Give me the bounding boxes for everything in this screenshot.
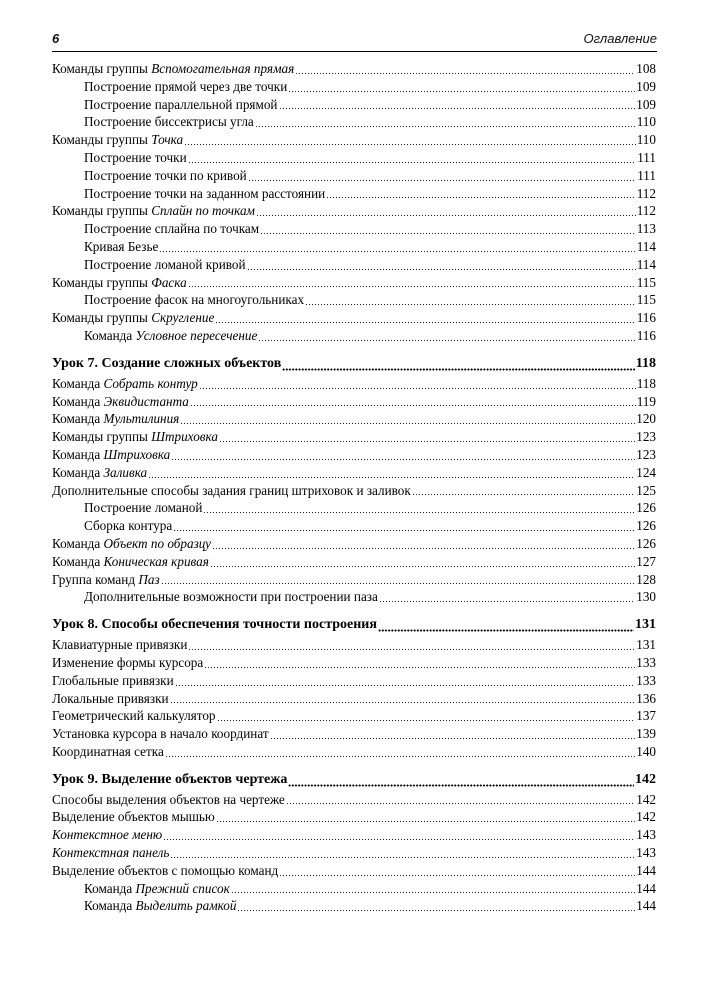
toc-entry-title-text: Построение ломаной — [84, 500, 203, 516]
toc-entry-title — [84, 880, 230, 898]
dot-leader — [188, 649, 635, 650]
toc-entry-title — [52, 428, 218, 446]
toc-subentry[interactable] — [52, 167, 656, 185]
toc-entry-title — [84, 96, 278, 114]
toc-entry-title — [52, 535, 211, 553]
dot-leader — [279, 108, 636, 109]
dot-leader — [203, 512, 635, 513]
toc-entry-title-text: Команды группы — [52, 310, 152, 326]
toc-entry-title — [52, 862, 278, 880]
dot-leader — [148, 477, 635, 478]
toc-page-number: 136 — [636, 690, 656, 706]
toc-entry-title — [52, 202, 255, 220]
toc-entry[interactable] — [52, 274, 656, 292]
toc-page-number: 130 — [636, 589, 656, 605]
toc-entry-title-text: Команда — [84, 898, 136, 914]
toc-entry-title-text: Урок 9. Выделение объектов чертежа — [52, 771, 288, 787]
toc-entry-title-italic: Объект по образцу — [103, 535, 211, 551]
dot-leader — [216, 821, 635, 822]
toc-page-number: 116 — [636, 310, 656, 326]
dot-leader — [170, 857, 635, 858]
toc-entry-title-italic: Фаска — [151, 274, 187, 290]
toc-page-number: 119 — [636, 393, 656, 409]
toc-page-number: 126 — [636, 518, 656, 534]
toc-entry-title — [52, 464, 147, 482]
toc-entry-title — [84, 78, 287, 96]
toc-entry-title — [52, 770, 287, 790]
dot-leader — [288, 91, 635, 92]
toc-page-number: 123 — [636, 446, 656, 462]
toc-entry-title — [52, 553, 209, 571]
dot-leader — [231, 892, 635, 893]
toc-page-number: 112 — [636, 203, 656, 219]
toc-entry-title-italic: Условное пересечение — [135, 327, 258, 343]
toc-entry-title-italic: Точка — [151, 132, 184, 148]
toc-page-number: 140 — [636, 743, 656, 759]
dot-leader — [165, 756, 635, 757]
toc-page-number: 118 — [635, 355, 656, 371]
dot-leader — [163, 839, 635, 840]
toc-entry-title — [84, 517, 172, 535]
toc-entry[interactable] — [52, 743, 656, 761]
toc-page-number: 133 — [636, 654, 656, 670]
dot-leader — [212, 548, 635, 549]
toc-page-number: 111 — [637, 167, 656, 183]
toc-entry-title — [52, 274, 187, 292]
toc-page-number: 115 — [636, 274, 656, 290]
toc-entry[interactable] — [52, 482, 656, 500]
toc-entry-title-italic: Эквидистанта — [103, 393, 189, 409]
toc-entry-title — [84, 113, 254, 131]
toc-entry-title — [84, 185, 325, 203]
dot-leader — [184, 144, 636, 145]
toc-entry-title-italic: Заливка — [103, 464, 148, 480]
dot-leader — [159, 251, 635, 252]
dot-leader — [295, 73, 635, 74]
toc-subentry[interactable] — [52, 220, 656, 238]
toc-entry-title — [52, 636, 187, 654]
dot-leader — [260, 233, 636, 234]
toc-subentry[interactable] — [52, 880, 656, 898]
toc-page-number: 128 — [636, 571, 656, 587]
toc-entry[interactable] — [52, 410, 656, 428]
dot-leader — [215, 322, 635, 323]
toc-page-number: 109 — [636, 78, 656, 94]
toc-entry[interactable] — [52, 202, 656, 220]
toc-entry-title-italic: Сплайн по точкам — [151, 203, 255, 219]
toc-entry-title — [52, 131, 183, 149]
dot-leader — [379, 601, 635, 602]
toc-entry-title-text: Команда — [52, 393, 104, 409]
dot-leader — [219, 441, 635, 442]
toc-lesson-heading[interactable] — [52, 615, 656, 635]
dot-leader — [190, 405, 636, 406]
toc-entry-title — [84, 238, 158, 256]
toc-subentry[interactable] — [52, 185, 656, 203]
dot-leader — [247, 269, 636, 270]
toc-entry-title — [52, 375, 198, 393]
toc-entry[interactable] — [52, 636, 656, 654]
toc-subentry[interactable] — [52, 238, 656, 256]
toc-entry-title-text: Команды группы — [52, 274, 152, 290]
toc-entry-title-text: Геометрический калькулятор — [52, 708, 216, 724]
toc-entry-title-italic: Вспомогательная прямая — [151, 61, 295, 76]
toc-page-number: 126 — [636, 535, 656, 551]
toc-page-number: 131 — [636, 637, 656, 653]
toc-entry-title-text: Локальные привязки — [52, 690, 169, 706]
dot-leader — [412, 494, 635, 495]
toc-entry[interactable] — [52, 464, 656, 482]
toc-entry-title — [84, 499, 202, 517]
toc-entry-title-text: Глобальные привязки — [52, 672, 174, 688]
toc-entry-title — [52, 654, 203, 672]
toc-entry-title — [52, 615, 377, 635]
toc-entry-title — [52, 410, 179, 428]
toc-entry[interactable] — [52, 690, 656, 708]
toc-entry-title-text: Кривая Безье — [84, 238, 159, 254]
toc-entry-title-text: Команда — [52, 464, 104, 480]
toc-entry-title-italic: Выделить рамкой — [135, 898, 237, 914]
toc-entry[interactable] — [52, 131, 656, 149]
toc-page-number: 127 — [636, 553, 656, 569]
toc-subentry[interactable] — [52, 517, 656, 535]
toc-subentry[interactable] — [52, 113, 656, 131]
running-header — [52, 31, 657, 52]
dot-leader — [258, 340, 635, 341]
dot-leader — [217, 720, 636, 721]
toc-entry-title-italic: Мультилиния — [103, 411, 180, 427]
toc-entry-title-text: Урок 8. Способы обеспечения точности построения — [52, 617, 377, 633]
toc-entry-title — [84, 897, 236, 915]
page-number: 6 — [52, 31, 60, 46]
toc-page-number: 124 — [636, 464, 656, 480]
toc-page-number: 133 — [636, 672, 656, 688]
toc-entry-title — [52, 309, 214, 327]
toc-entry-title-text: Команда — [52, 411, 104, 427]
toc-entry-title-italic: Контекстное меню — [52, 827, 163, 843]
running-title: Оглавление — [583, 31, 657, 46]
toc-entry-title-italic: Скругление — [151, 310, 215, 326]
toc-entry[interactable] — [52, 553, 656, 571]
toc-entry-title-italic: Штриховка — [103, 446, 171, 462]
toc-entry-title-text: Способы выделения объектов на чертеже — [52, 791, 285, 807]
dot-leader — [288, 784, 634, 787]
toc-entry-title — [52, 743, 164, 761]
table-of-contents — [52, 60, 656, 915]
toc-subentry[interactable] — [52, 149, 656, 167]
toc-entry-title-text: Построение точки на заданном расстоянии — [84, 185, 326, 201]
toc-entry[interactable] — [52, 672, 656, 690]
toc-entry-title-text: Команда — [52, 553, 104, 569]
toc-entry-title-text: Дополнительные способы задания границ штриховок и заливок — [52, 482, 411, 498]
toc-entry[interactable] — [52, 725, 656, 743]
toc-entry-title-text: Урок 7. Создание сложных объектов — [52, 355, 282, 371]
toc-entry[interactable] — [52, 375, 656, 393]
toc-entry[interactable] — [52, 707, 656, 725]
toc-entry-title — [84, 220, 259, 238]
toc-page-number: 115 — [636, 292, 656, 308]
toc-page-number: 126 — [636, 500, 656, 516]
toc-entry-title-italic: Коническая кривая — [103, 553, 209, 569]
toc-page-number: 144 — [636, 880, 656, 896]
toc-entry-title-text: Клавиатурные привязки — [52, 637, 188, 653]
toc-page-number: 116 — [636, 327, 656, 343]
toc-page-number: 139 — [636, 726, 656, 742]
toc-entry-title-text: Построение фасок на многоугольниках — [84, 292, 305, 308]
toc-entry-title — [52, 791, 285, 809]
toc-entry-title — [52, 725, 269, 743]
toc-entry-title-text: Выделение объектов мышью — [52, 809, 215, 825]
toc-entry-title — [52, 844, 169, 862]
toc-page-number: 142 — [636, 809, 656, 825]
toc-entry-title — [52, 354, 281, 374]
dot-leader — [255, 126, 636, 127]
dot-leader — [173, 530, 635, 531]
toc-entry-title-text: Команда — [84, 327, 136, 343]
toc-entry[interactable] — [52, 446, 656, 464]
toc-entry-title-text: Команда — [84, 880, 136, 896]
toc-entry-title — [52, 482, 411, 500]
toc-entry-title — [52, 672, 174, 690]
dot-leader — [305, 304, 636, 305]
toc-entry-title — [52, 393, 189, 411]
toc-entry-title-text: Установка курсора в начало координат — [52, 726, 269, 742]
toc-subentry[interactable] — [52, 96, 656, 114]
toc-page-number: 113 — [636, 221, 656, 237]
toc-lesson-heading[interactable] — [52, 354, 656, 374]
toc-subentry[interactable] — [52, 78, 656, 96]
dot-leader — [237, 910, 635, 911]
toc-entry-title — [84, 167, 247, 185]
dot-leader — [326, 197, 636, 198]
dot-leader — [170, 702, 636, 703]
toc-entry-title — [84, 327, 257, 345]
toc-entry-title-text: Выделение объектов с помощью команд — [52, 862, 279, 878]
toc-page-number: 144 — [636, 898, 656, 914]
toc-entry-title — [52, 826, 162, 844]
toc-entry-title-text: Координатная сетка — [52, 743, 164, 759]
toc-entry[interactable] — [52, 844, 656, 862]
toc-entry-title-text: Сборка контура — [84, 518, 173, 534]
toc-entry-title-text: Команда — [52, 446, 104, 462]
toc-entry[interactable] — [52, 535, 656, 553]
toc-entry-title-text: Дополнительные возможности при построении паза — [84, 589, 378, 605]
toc-entry[interactable] — [52, 862, 656, 880]
toc-entry-title — [52, 446, 170, 464]
toc-entry-title-text: Команды группы — [52, 61, 152, 76]
toc-page-number: 110 — [636, 132, 656, 148]
toc-entry[interactable] — [52, 571, 656, 589]
toc-subentry[interactable] — [52, 291, 656, 309]
toc-entry-title — [84, 149, 187, 167]
toc-page-number: 125 — [636, 482, 656, 498]
dot-leader — [188, 286, 636, 287]
dot-leader — [256, 215, 636, 216]
toc-page-number: 118 — [636, 375, 656, 391]
dot-leader — [161, 583, 636, 584]
toc-lesson-heading[interactable] — [52, 770, 656, 790]
dot-leader — [378, 629, 634, 632]
toc-entry-title-italic: Собрать контур — [103, 375, 198, 391]
toc-page-number: 143 — [636, 827, 656, 843]
toc-entry-title — [52, 60, 294, 78]
toc-entry-title-text: Группа команд — [52, 571, 139, 587]
toc-entry-title-text: Команды группы — [52, 132, 152, 148]
toc-entry[interactable] — [52, 309, 656, 327]
toc-entry-title-italic: Контекстная панель — [52, 845, 170, 861]
toc-page-number: 112 — [636, 185, 656, 201]
dot-leader — [279, 875, 635, 876]
toc-entry[interactable] — [52, 60, 656, 78]
toc-entry-title-text: Построение точки — [84, 149, 187, 165]
toc-entry-title-italic: Прежний список — [135, 880, 230, 896]
toc-entry-title-text: Построение сплайна по точкам — [84, 221, 260, 237]
toc-subentry[interactable] — [52, 499, 656, 517]
toc-entry[interactable] — [52, 791, 656, 809]
dot-leader — [204, 667, 635, 668]
dot-leader — [282, 368, 635, 371]
toc-page-number: 114 — [636, 256, 656, 272]
toc-entry-title-text: Построение параллельной прямой — [84, 96, 278, 112]
toc-entry-title — [52, 571, 160, 589]
toc-subentry[interactable] — [52, 327, 656, 345]
dot-leader — [286, 803, 635, 804]
toc-entry-title — [52, 808, 215, 826]
toc-page-number: 111 — [637, 149, 656, 165]
dot-leader — [175, 685, 636, 686]
toc-page-number: 123 — [636, 429, 656, 445]
toc-entry[interactable] — [52, 826, 656, 844]
toc-subentry[interactable] — [52, 897, 656, 915]
toc-entry-title-italic: Штриховка — [151, 429, 218, 445]
toc-entry-title-text: Изменение формы курсора — [52, 654, 204, 670]
toc-entry[interactable] — [52, 428, 656, 446]
toc-entry[interactable] — [52, 393, 656, 411]
dot-leader — [199, 388, 636, 389]
toc-entry-title — [52, 690, 169, 708]
toc-entry-title-text: Построение точки по кривой — [84, 167, 247, 183]
dot-leader — [180, 423, 635, 424]
dot-leader — [248, 180, 636, 181]
toc-entry-title-text: Построение прямой через две точки — [84, 78, 288, 94]
toc-page-number: 114 — [636, 238, 656, 254]
toc-page-number: 109 — [636, 96, 656, 112]
toc-entry-title — [84, 256, 246, 274]
toc-entry-title-text: Команда — [52, 535, 104, 551]
toc-page-number: 137 — [636, 708, 656, 724]
dot-leader — [171, 459, 635, 460]
toc-page-number: 110 — [636, 114, 656, 130]
toc-page-number: 142 — [636, 791, 656, 807]
toc-entry-title-text: Команда — [52, 375, 104, 391]
toc-entry[interactable] — [52, 808, 656, 826]
toc-entry-title-text: Построение биссектрисы угла — [84, 114, 254, 130]
toc-entry-title-text: Команды группы — [52, 203, 152, 219]
toc-subentry[interactable] — [52, 588, 656, 606]
toc-entry-title-italic: Паз — [138, 571, 160, 587]
toc-page-number: 131 — [635, 617, 656, 633]
toc-page-number: 108 — [636, 61, 656, 76]
toc-entry[interactable] — [52, 654, 656, 672]
toc-entry-title-text: Команды группы — [52, 429, 152, 445]
toc-entry-title — [84, 291, 304, 309]
toc-page-number: 142 — [635, 771, 656, 787]
dot-leader — [270, 738, 636, 739]
toc-entry-title-text: Построение ломаной кривой — [84, 256, 246, 272]
toc-page-number: 144 — [636, 862, 656, 878]
toc-page-number: 120 — [636, 411, 656, 427]
toc-page-number: 143 — [636, 845, 656, 861]
toc-subentry[interactable] — [52, 256, 656, 274]
dot-leader — [188, 162, 637, 163]
dot-leader — [210, 566, 635, 567]
toc-entry-title — [84, 588, 378, 606]
toc-entry-title — [52, 707, 216, 725]
